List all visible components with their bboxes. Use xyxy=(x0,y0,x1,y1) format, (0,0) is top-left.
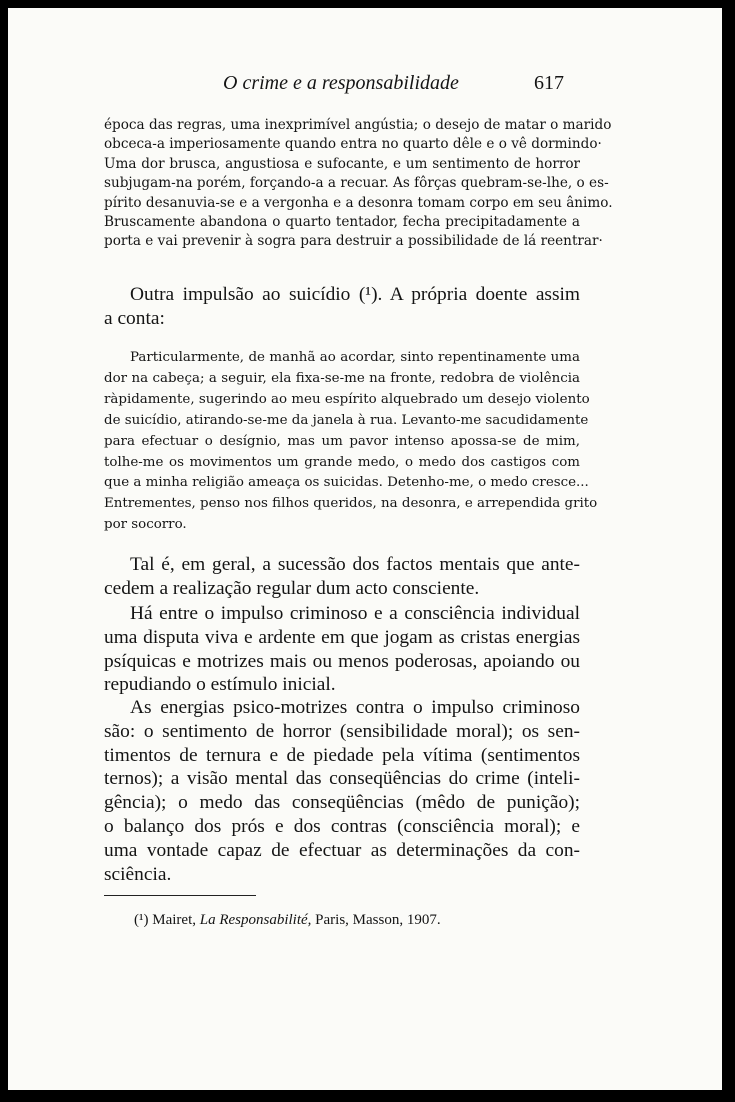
quote-line: Entrementes, penso nos filhos queridos, na desonra, e arrependida grito xyxy=(104,496,598,512)
book-page xyxy=(8,8,722,1090)
text-line: psíquicas e motrizes mais ou menos poderosas, apoiando ou xyxy=(104,650,580,672)
footnote-work-title: La Responsabilité, xyxy=(199,912,312,928)
page-number: 617 xyxy=(534,72,564,94)
text-line: cedem a realização regular dum acto consciente. xyxy=(104,577,480,599)
text-line: Há entre o impulso criminoso e a consciência individual xyxy=(130,603,580,624)
text-line: o balanço dos prós e dos contras (consciência moral); e xyxy=(104,815,580,837)
text-line: Outra impulsão ao suicídio (¹). A própria doente assim xyxy=(130,284,580,305)
text-line: uma vontade capaz de efectuar as determinações da con- xyxy=(104,839,580,861)
text-line: repudiando o estímulo inicial. xyxy=(104,674,336,696)
text-line: sciência. xyxy=(104,863,172,885)
quote-line: ràpidamente, sugerindo ao meu espírito alquebrado um desejo violento xyxy=(104,391,590,407)
quote-line: dor na cabeça; a seguir, ela fixa-se-me na fronte, redobra de violência xyxy=(104,370,580,386)
quote-line: Particularmente, de manhã ao acordar, sinto repentinamente uma xyxy=(130,350,580,365)
text-line: a conta: xyxy=(104,308,165,330)
text-line: uma disputa viva e ardente em que jogam as cristas energias xyxy=(104,626,580,648)
patient-quote xyxy=(104,348,598,536)
text-line: timentos de ternura e de piedade pela vítima (sentimentos xyxy=(104,744,580,766)
paragraph-mental-facts xyxy=(104,553,580,601)
paragraph-psychomotor-energies xyxy=(104,696,580,886)
paragraph-case-description xyxy=(104,116,613,252)
footnote-author: Mairet, xyxy=(152,912,196,928)
quote-line: de suicídio, atirando-se-me da janela à rua. Levanto-me sacudidamente xyxy=(104,412,589,428)
footnote-divider xyxy=(104,895,256,896)
paragraph-suicide-impulse xyxy=(104,283,580,332)
text-line: obceca-a imperiosamente quando entra no quarto dêle e o vê dormindo· xyxy=(104,136,602,153)
text-line: gência); o medo das conseqüências (mêdo de punição); xyxy=(104,792,580,814)
text-line: Bruscamente abandona o quarto tentador, fecha precipitadamente a xyxy=(104,214,580,231)
text-line: época das regras, uma inexprimível angústia; o desejo de matar o marido xyxy=(104,117,612,133)
running-title: O crime e a responsabilidade xyxy=(223,72,459,94)
paragraph-dispute xyxy=(104,602,580,697)
quote-line: para efectuar o desígnio, mas um pavor intenso apossa-se de mim, xyxy=(104,433,580,449)
text-line: Uma dor brusca, angustiosa e sufocante, e um sentimento de horror xyxy=(104,155,580,172)
quote-line: tolhe-me os movimentos um grande medo, o medo dos castigos com xyxy=(104,454,580,470)
text-line: são: o sentimento de horror (sensibilidade moral); os sen- xyxy=(104,720,580,742)
quote-line: que a minha religião ameaça os suicidas. Detenho-me, o medo cresce... xyxy=(104,475,589,491)
footnote xyxy=(134,912,441,929)
footnote-marker: (¹) xyxy=(134,912,149,928)
text-line: Tal é, em geral, a sucessão dos factos mentais que ante- xyxy=(130,554,580,575)
text-line: subjugam-na porém, forçando-a a recuar. As fôrças quebram-se-lhe, o es- xyxy=(104,175,609,192)
text-line: As energias psico-motrizes contra o impulso criminoso xyxy=(130,697,580,718)
text-line: pírito desanuvia-se e a vergonha e a desonra tomam corpo em seu ânimo. xyxy=(104,194,613,211)
text-line: ternos); a visão mental das conseqüências do crime (inteli- xyxy=(104,768,580,790)
text-line: porta e vai prevenir à sogra para destruir a possibilidade de lá reentrar· xyxy=(104,233,603,250)
running-header xyxy=(8,72,722,98)
quote-line: por socorro. xyxy=(104,517,187,533)
footnote-publication: Paris, Masson, 1907. xyxy=(315,912,441,928)
